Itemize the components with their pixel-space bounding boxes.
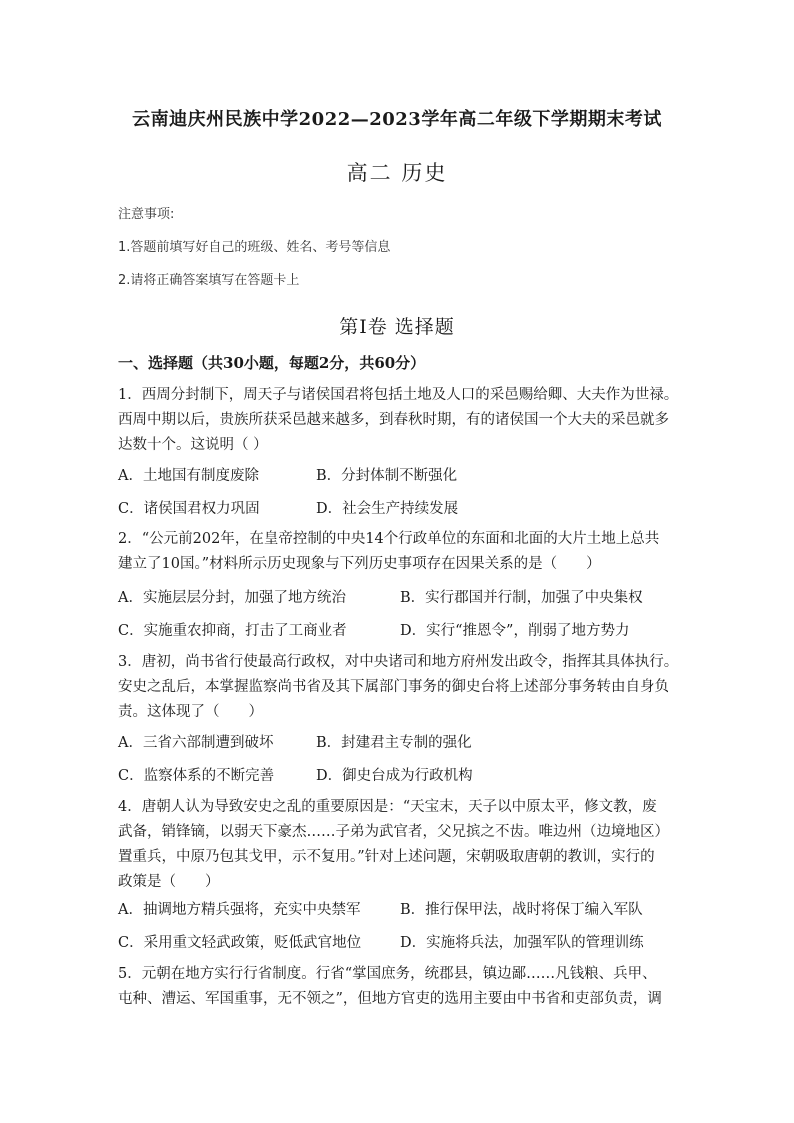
exam-subtitle: 高二 历史: [346, 161, 448, 185]
question-line: 置重兵，中原乃包其戈甲，示不复用。”针对上述问题，宋朝吸取唐朝的教训，实行的: [118, 849, 655, 865]
option-d: D．社会生产持续发展: [316, 501, 459, 517]
option-a: A．实施层层分封，加强了地方统治: [118, 590, 346, 606]
part-title: 第Ⅰ卷 选择题: [339, 316, 455, 338]
question-1-stem: [118, 383, 688, 458]
option-c: C．实施重农抑商，打击了工商业者: [118, 623, 347, 639]
option-c: C．监察体系的不断完善: [118, 768, 275, 784]
question-line: 安史之乱后，本掌握监察尚书省及其下属部门事务的御史台将上述部分事务转由自身负: [118, 679, 669, 695]
option-c: C．诸侯国君权力巩固: [118, 501, 260, 517]
question-line: 2．“公元前202年，在皇帝控制的中央14个行政单位的东面和北面的大片土地上总共: [118, 531, 660, 547]
question-line: 1．西周分封制下，周天子与诸侯国君将包括土地及人口的采邑赐给卿、大夫作为世禄。: [118, 387, 679, 403]
option-a: A．三省六部制遭到破坏: [118, 735, 274, 751]
option-b: B．分封体制不断强化: [316, 468, 458, 484]
option-d: D．御史台成为行政机构: [316, 768, 473, 784]
question-line: 政策是（ ）: [118, 874, 220, 890]
question-line: 责。这体现了（ ）: [118, 704, 263, 720]
question-line: 屯种、漕运、军国重事，无不领之”，但地方官吏的选用主要由中书省和吏部负责，调: [118, 991, 662, 1007]
question-line: 西周中期以后，贵族所获采邑越来越多，到春秋时期，有的诸侯国一个大夫的采邑就多: [118, 412, 669, 428]
question-line: 建立了10国。”材料所示历史现象与下列历史事项存在因果关系的是（ ）: [118, 556, 601, 572]
option-d: D．实施将兵法，加强军队的管理训练: [400, 935, 644, 951]
note-item-1: 1.答题前填写好自己的班级、姓名、考号等信息: [118, 240, 391, 255]
question-5-stem: [118, 962, 688, 1012]
exam-title: 云南迪庆州民族中学2022—2023学年高二年级下学期期末考试: [132, 109, 662, 130]
option-c: C．采用重文轻武政策，贬低武官地位: [118, 935, 362, 951]
option-a: A．土地国有制度废除: [118, 468, 259, 484]
option-b: B．封建君主专制的强化: [316, 735, 472, 751]
question-2-stem: [118, 527, 688, 577]
option-b: B．实行郡国并行制，加强了中央集权: [400, 590, 643, 606]
option-d: D．实行“推恩令”，削弱了地方势力: [400, 623, 630, 639]
question-line: 武备，销锋镝，以弱天下豪杰……子弟为武官者，父兄摈之不齿。唯边州（边境地区）: [118, 824, 669, 840]
question-line: 达数十个。这说明（ ）: [118, 437, 268, 453]
question-4-stem: [118, 795, 688, 895]
option-a: A．抽调地方精兵强将，充实中央禁军: [118, 902, 361, 918]
notes-heading: 注意事项:: [118, 207, 175, 222]
question-3-stem: [118, 650, 688, 725]
question-line: 3．唐初，尚书省行使最高行政权，对中央诸司和地方府州发出政令，指挥其具体执行。: [118, 654, 679, 670]
note-item-2: 2.请将正确答案填写在答题卡上: [118, 273, 300, 288]
question-line: 5．元朝在地方实行行省制度。行省“掌国庶务，统郡县，镇边鄙……凡钱粮、兵甲、: [118, 966, 657, 982]
option-b: B．推行保甲法，战时将保丁编入军队: [400, 902, 643, 918]
question-line: 4．唐朝人认为导致安史之乱的重要原因是：“天宝末，天子以中原太平，修文教，废: [118, 799, 657, 815]
section-title: 一、选择题（共30小题，每题2分，共60分）: [118, 354, 426, 372]
